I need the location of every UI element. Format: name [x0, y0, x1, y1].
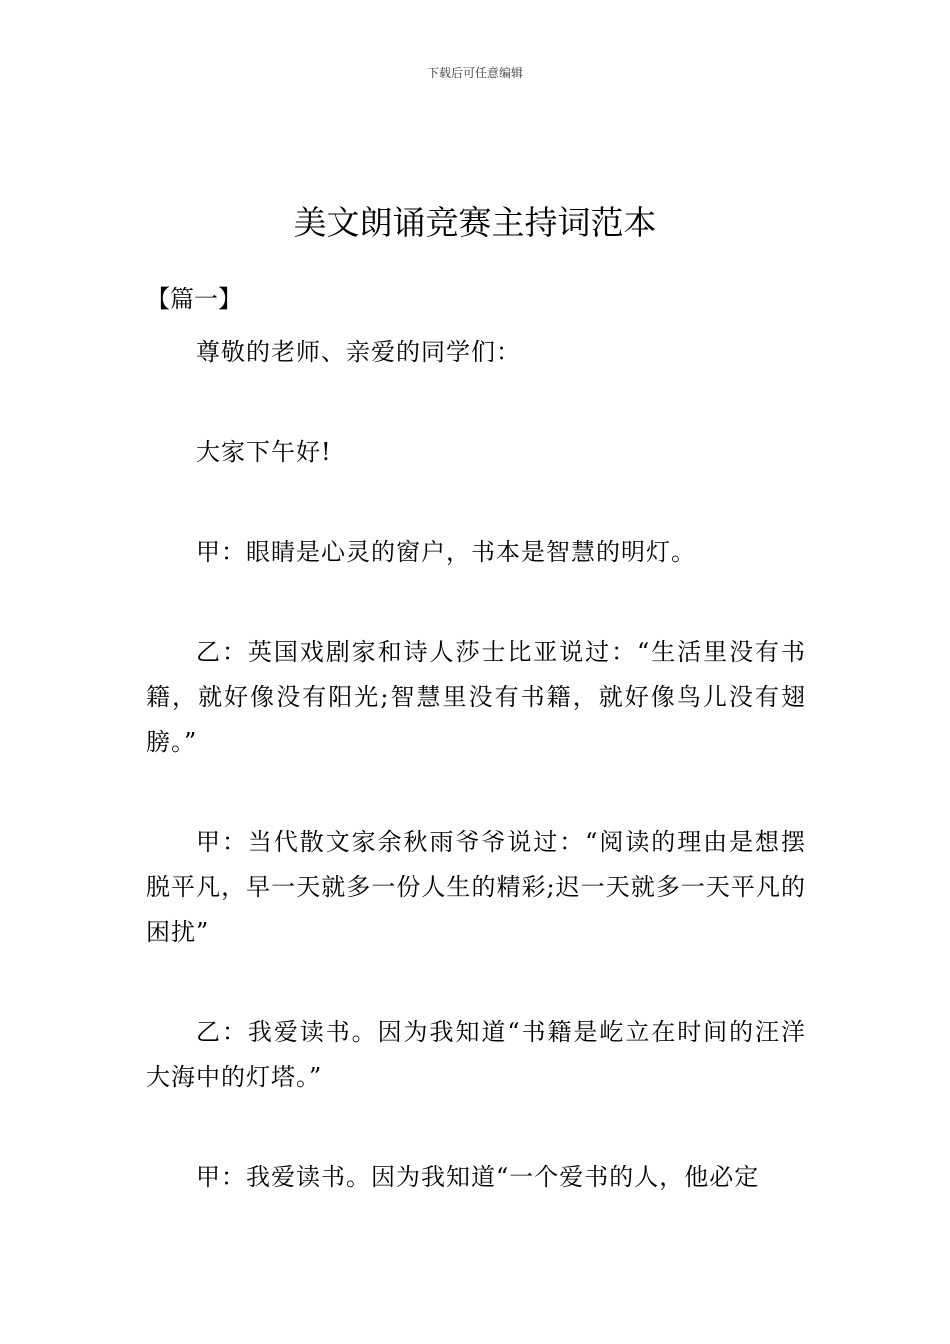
paragraph: 乙：英国戏剧家和诗人莎士比亚说过：“生活里没有书籍，就好像没有阳光;智慧里没有书籍，就好像鸟儿没有翅膀。”: [146, 638, 806, 756]
paragraph: 甲：我爱读书。因为我知道“一个爱书的人，他必定: [196, 1163, 760, 1191]
document-body: [146, 330, 806, 1255]
header-note: 下载后可任意编辑: [426, 66, 523, 80]
document-title: 美文朗诵竞赛主持词范本: [293, 203, 657, 243]
paragraph: 甲：当代散文家余秋雨爷爷说过：“阅读的理由是想摆脱平凡，早一天就多一份人生的精彩;迟一天就多一天平凡的困扰”: [146, 828, 806, 946]
paragraph: 甲：眼睛是心灵的窗户，书本是智慧的明灯。: [196, 538, 696, 566]
paragraph: 尊敬的老师、亲爱的同学们：: [196, 338, 521, 366]
paragraph: 乙：我爱读书。因为我知道“书籍是屹立在时间的汪洋大海中的灯塔。”: [146, 1018, 806, 1091]
paragraph: 大家下午好!: [196, 438, 332, 466]
section-heading: 【篇一】: [146, 285, 242, 313]
